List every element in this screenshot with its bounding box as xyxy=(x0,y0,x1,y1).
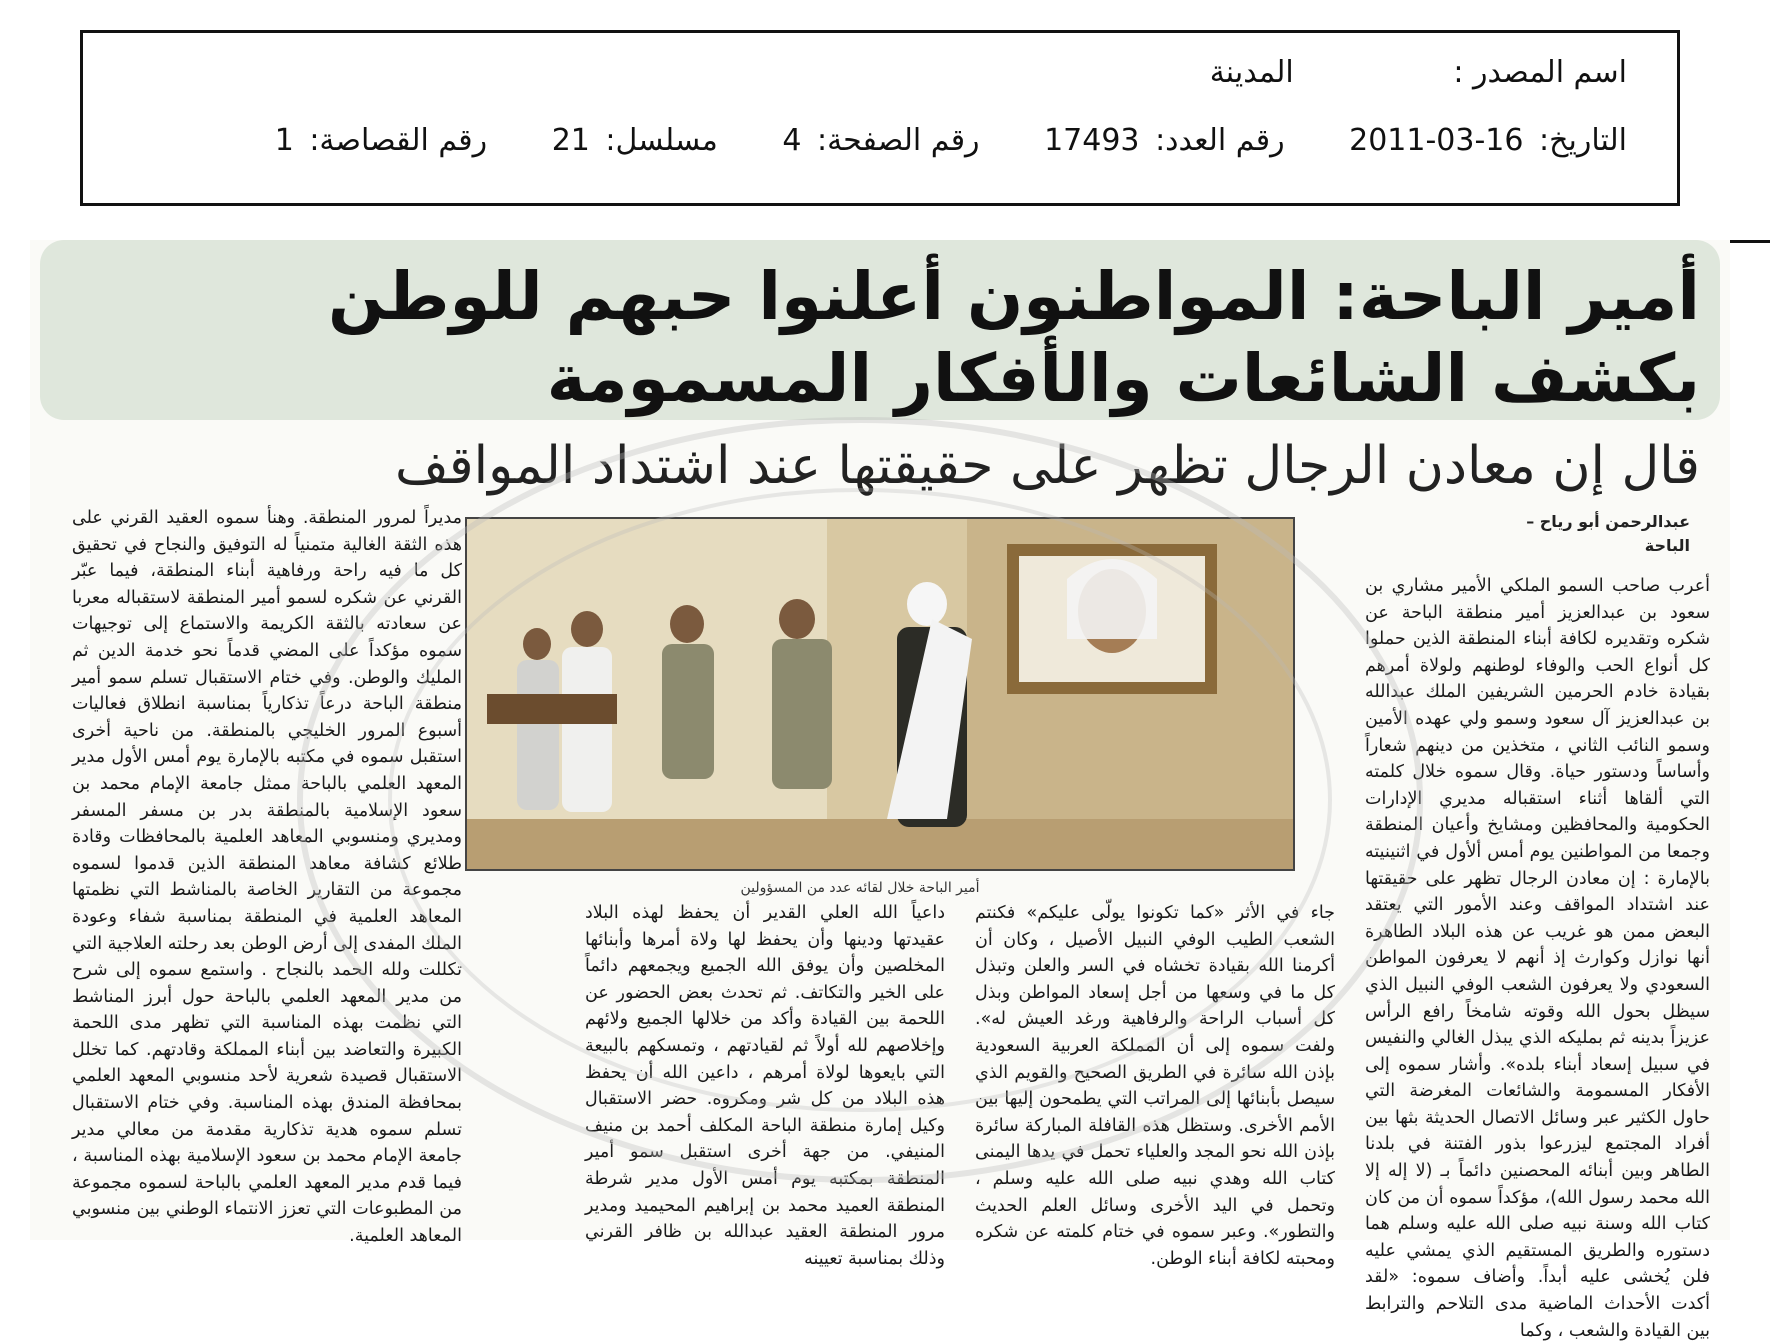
page-value: 4 xyxy=(782,123,802,158)
clipping-value: 1 xyxy=(274,123,294,158)
corner-rule xyxy=(1730,240,1770,243)
source-value: المدينة xyxy=(1209,55,1294,90)
serial-value: 21 xyxy=(551,123,590,158)
headline-line-1: أمير الباحة: المواطنون أعلنوا حبهم للوطن xyxy=(327,258,1700,335)
photo-caption: أمير الباحة خلال لقائه عدد من المسؤولين xyxy=(740,880,980,896)
clipping-label: رقم القصاصة: xyxy=(309,123,488,158)
column-left-center: داعياً الله العلي القدير أن يحفظ لهذه البلاد عقيدتها ودينها وأن يحفظ لها ولاة أمرها وأبنائها المخلصين وأن يوفق الله الجميع ويجمعهم دائماً على الخير والتكاتف. ثم تحدث بعض الحضور عن اللحمة بين القيادة وأكد من خلالها الجميع ولائهم وإخلاصهم لله أولاً ثم لقيادتهم ، وتمسكهم بالبيعة التي بايعوها لولاة أمرهم ، داعين الله أن يحفظ هذه البلاد من كل شر ومكروه. حضر الاستقبال وكيل إمارة منطقة الباحة المكلف أحمد بن منيف المنيفي. من جهة أخرى استقبل سمو أمير المنطقة بمكتبه يوم أمس الأول مدير شرطة المنطقة العميد محمد بن إبراهيم المحيميد ومدير مرور المنطقة العقيد عبدالله بن ظافر القرني وذلك بمناسبة تعيينه xyxy=(585,903,945,1269)
details-row xyxy=(275,123,1627,158)
byline-location: الباحة xyxy=(1644,536,1690,555)
column-right-center: جاء في الأثر «كما تكونوا يولّى عليكم» فكنتم الشعب الطيب الوفي النبيل الأصيل ، وكان أن أكرمنا الله بقيادة تخشاه في السر والعلن وتبذل كل ما في وسعها من أجل إسعاد المواطن وبذل كل أسباب الراحة والرفاهية ورغد العيش له». ولفت سموه إلى أن المملكة العربية السعودية بإذن الله سائرة في الطريق الصحيح والقويم الذي سيصل بأبنائها إلى المراتب التي يطمحون إليها بين الأمم الأخرى. وستظل هذه القافلة المباركة سائرة بإذن الله نحو المجد والعلياء تحمل في يدها اليمنى كتاب الله وهدي نبيه صلى الله عليه وسلم ، وتحمل في اليد الأخرى وسائل العلم الحديث والتطور». وعبر سموه في ختام كلمته عن شكره ومحبته لكافة أبناء الوطن. xyxy=(975,903,1335,1269)
clipping-metadata-box xyxy=(80,30,1680,206)
date-value: 2011-03-16 xyxy=(1349,123,1524,158)
column-left: مديراً لمرور المنطقة. وهنأ سموه العقيد القرني على هذه الثقة الغالية متمنياً له التوفيق والنجاح في تحقيق كل ما فيه راحة ورفاهية أبناء المنطقة، فيما عبّر القرني عن شكره لسمو أمير المنطقة لاستقباله معربا عن سعادته بالثقة الكريمة والاستماع إلى توجيهات سموه مؤكداً على المضي قدماً نحو خدمة الدين ثم المليك والوطن. وفي ختام الاستقبال تسلم سمو أمير منطقة الباحة درعاً تذكارياً بمناسبة انطلاق فعاليات أسبوع المرور الخليجي بالمنطقة. من ناحية أخرى استقبل سموه في مكتبه بالإمارة يوم أمس الأول مدير المعهد العلمي بالباحة ممثل جامعة الإمام محمد بن سعود الإسلامية بالمنطقة بدر بن مسفر المسفر ومديري ومنسوبي المعاهد العلمية بالمحافظات وقادة طلائع كشافة معاهد المنطقة الذين قدموا لسموه مجموعة من التقارير الخاصة بالمناشط التي نظمتها المعاهد العلمية في المنطقة بمناسبة شفاء وعودة الملك المفدى إلى أرض الوطن بعد رحلته العلاجية التي تكللت ولله الحمد بالنجاح . واستمع سموه إلى شرح من مدير المعهد العلمي بالباحة حول أبرز المناشط التي نظمت بهذه المناسبة التي تظهر مدى اللحمة الكبيرة والتعاضد بين أبناء المملكة وقادتهم. كما تخلل الاستقبال قصيدة شعرية لأحد منسوبي المعهد العلمي بمحافظة المندق بهذه المناسبة. وفي ختام الاستقبال تسلم سموه هدية تذكارية مقدمة من معالي مدير جامعة الإمام محمد بن سعود الإسلامية بهذه المناسبة ، فيما قدم مدير المعهد العلمي بالباحة لسموه مجموعة من المطبوعات التي تعزز الانتماء الوطني بين منسوبي المعاهد العلمية. xyxy=(72,508,462,1247)
subheadline: قال إن معادن الرجال تظهر على حقيقتها عند اشتداد المواقف xyxy=(394,436,1700,496)
byline-author: عبدالرحمن أبو رياح – xyxy=(1526,512,1690,531)
photo-illustration xyxy=(467,519,1293,869)
column-right: أعرب صاحب السمو الملكي الأمير مشاري بن سعود بن عبدالعزيز أمير منطقة الباحة عن شكره وتقديره لكافة أبناء المنطقة الذين حملوا كل أنواع الحب والوفاء لوطنهم ولولاة أمرهم بقيادة خادم الحرمين الشريفين الملك عبدالله بن عبدالعزيز آل سعود وسمو ولي عهده الأمين وسمو النائب الثاني ، متخذين من دينهم شعاراً وأساساً ودستور حياة. وقال سموه خلال كلمته التي ألقاها أثناء استقباله مديري الإدارات الحكومية والمحافظين ومشايخ وأعيان المنطقة وجمعا من المواطنين يوم أمس ألأول في اثنينيته بالإمارة : إن معادن الرجال تظهر على حقيقتها عند اشتداد المواقف وعند الأمور التي يعتقد البعض ممن هو غريب عن هذه البلاد الطاهرة أنها نوازل وكوارث إذ أنهم لا يعرفون المواطن السعودي ولا يعرفون الشعب الوفي النبيل الذي سيظل بحول الله وقوته شامخاً رافع الرأس عزيزاً بدينه ثم بمليكه الذي يبذل الغالي والنفيس في سبيل إسعاد أبناء بلده». وأشار سموه إلى الأفكار المسمومة والشائعات المغرضة التي حاول الكثير عبر وسائل الاتصال الحديثة بثها بين أفراد المجتمع ليزرعوا بذور الفتنة في بلدنا الطاهر وبين أبنائه المحصنين دائماً بـ (لا إله إلا الله محمد رسول الله)، مؤكداً سموه أن من كان كتاب الله وسنة نبيه صلى الله عليه وسلم هما دستوره والطريق المستقيم الذي يمشي عليه فلن يُخشى عليه أبداً. وأضاف سموه: «لقد أكدت الأحداث الماضية مدى التلاحم والترابط بين القيادة والشعب ، وكما xyxy=(1365,576,1710,1341)
source-label: اسم المصدر : xyxy=(1453,55,1627,90)
serial-label: مسلسل: xyxy=(605,123,718,158)
date-label: التاريخ: xyxy=(1539,123,1627,158)
newspaper-clipping xyxy=(30,240,1730,1341)
page-label: رقم الصفحة: xyxy=(816,123,980,158)
source-row xyxy=(1210,55,1627,90)
article-photo xyxy=(465,517,1295,871)
issue-value: 17493 xyxy=(1044,123,1140,158)
issue-label: رقم العدد: xyxy=(1155,123,1285,158)
headline-line-2: بكشف الشائعات والأفكار المسمومة xyxy=(546,340,1700,417)
